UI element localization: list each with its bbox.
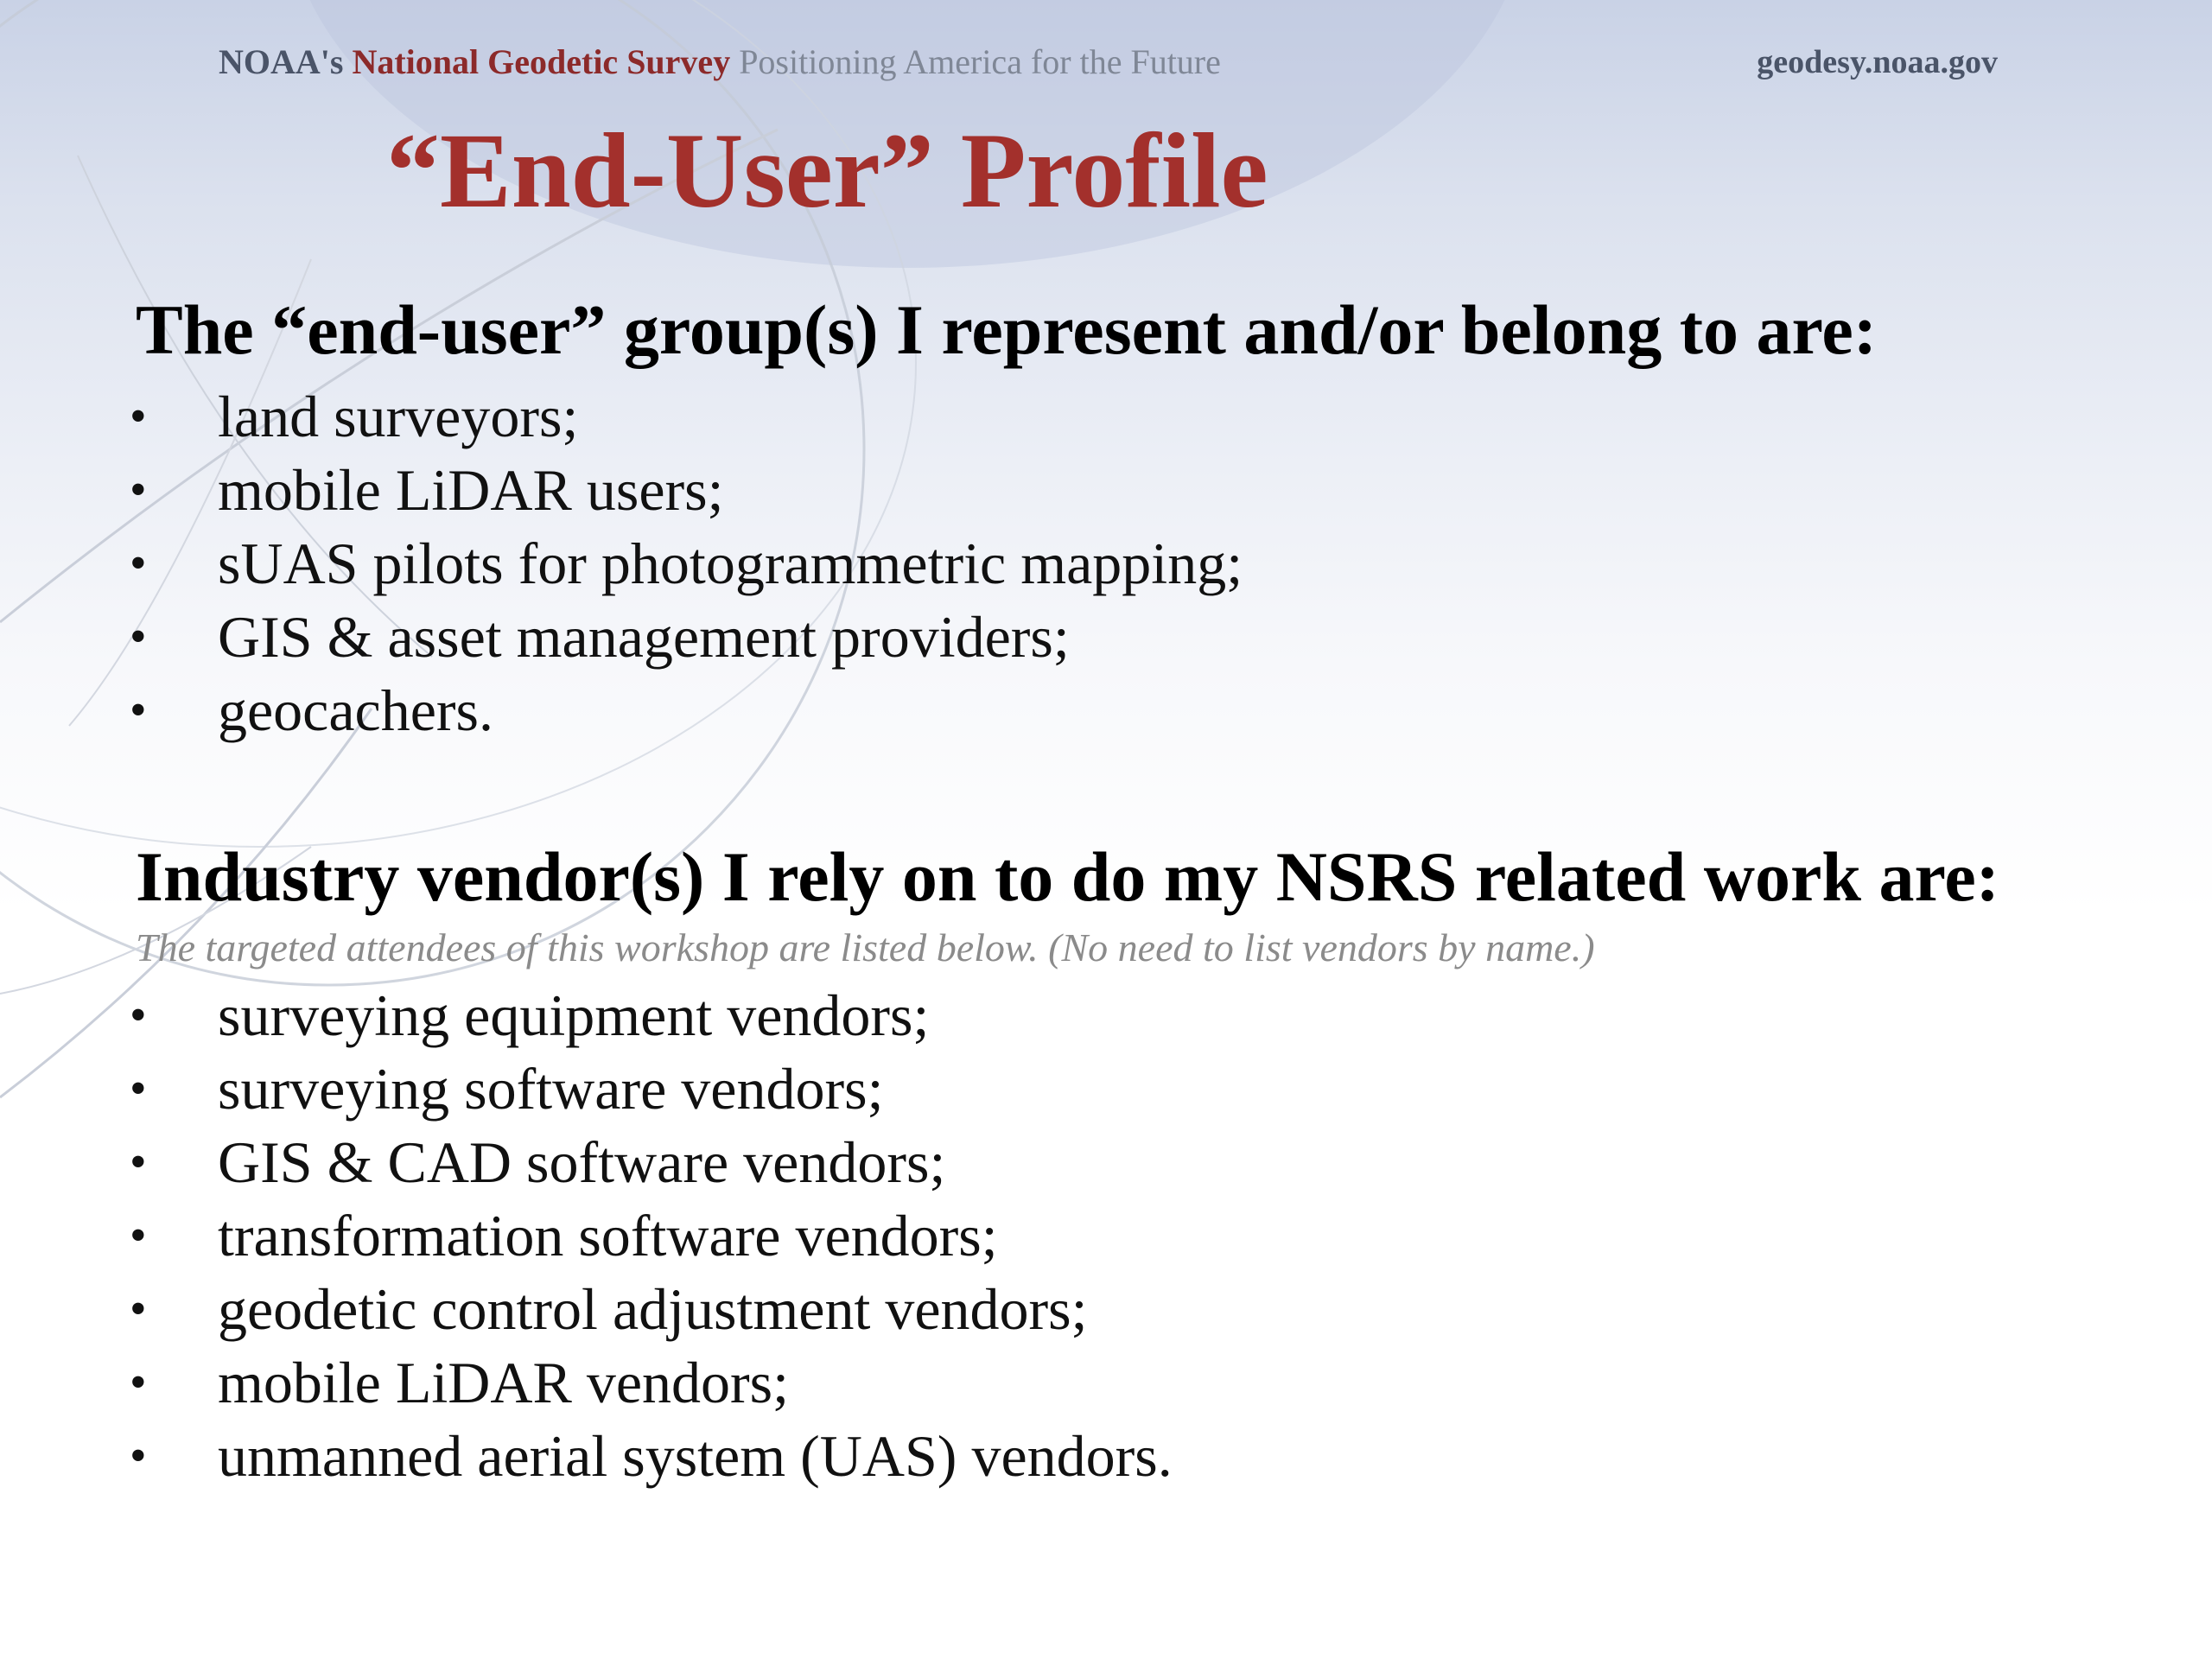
bullet-icon: • bbox=[130, 610, 147, 664]
bullet-icon: • bbox=[130, 1062, 147, 1116]
list-item-text: land surveyors; bbox=[218, 384, 579, 449]
list-item-text: mobile LiDAR vendors; bbox=[218, 1350, 790, 1415]
bullet-icon: • bbox=[130, 1282, 147, 1336]
bullet-icon: • bbox=[130, 1135, 147, 1189]
bullet-icon: • bbox=[130, 390, 147, 443]
list-item-text: GIS & asset management providers; bbox=[218, 604, 1070, 670]
list-item-text: surveying equipment vendors; bbox=[218, 982, 930, 1048]
section-note: The targeted attendees of this workshop are listed below. (No need to list vendors by name.) bbox=[136, 925, 1595, 969]
slide-title: “End-User” Profile bbox=[386, 111, 1268, 230]
bullet-icon: • bbox=[130, 1209, 147, 1262]
list-item-text: surveying software vendors; bbox=[218, 1056, 884, 1122]
header-org: NOAA's bbox=[219, 42, 344, 81]
list-item-text: transformation software vendors; bbox=[218, 1203, 998, 1268]
bullet-icon: • bbox=[130, 1429, 147, 1483]
header-tagline: Positioning America for the Future bbox=[739, 42, 1221, 81]
bullet-icon: • bbox=[130, 1356, 147, 1409]
bullet-icon: • bbox=[130, 988, 147, 1042]
header-website: geodesy.noaa.gov bbox=[1757, 44, 1998, 80]
section-heading-end-user: The “end-user” group(s) I represent and/or belong to are: bbox=[136, 290, 1878, 369]
list-item-text: unmanned aerial system (UAS) vendors. bbox=[218, 1423, 1173, 1489]
list-item-text: sUAS pilots for photogrammetric mapping; bbox=[218, 531, 1243, 596]
list-item-text: GIS & CAD software vendors; bbox=[218, 1129, 946, 1195]
bullet-icon: • bbox=[130, 537, 147, 590]
bullet-icon: • bbox=[130, 683, 147, 737]
header-brand bbox=[219, 41, 1221, 82]
header-program: National Geodetic Survey bbox=[352, 42, 731, 81]
bullet-icon: • bbox=[130, 463, 147, 517]
section-heading-vendors: Industry vendor(s) I rely on to do my NSRS related work are: bbox=[136, 837, 2000, 916]
list-item-text: geocachers. bbox=[218, 677, 494, 743]
list-item-text: mobile LiDAR users; bbox=[218, 457, 724, 523]
list-item-text: geodetic control adjustment vendors; bbox=[218, 1276, 1088, 1342]
